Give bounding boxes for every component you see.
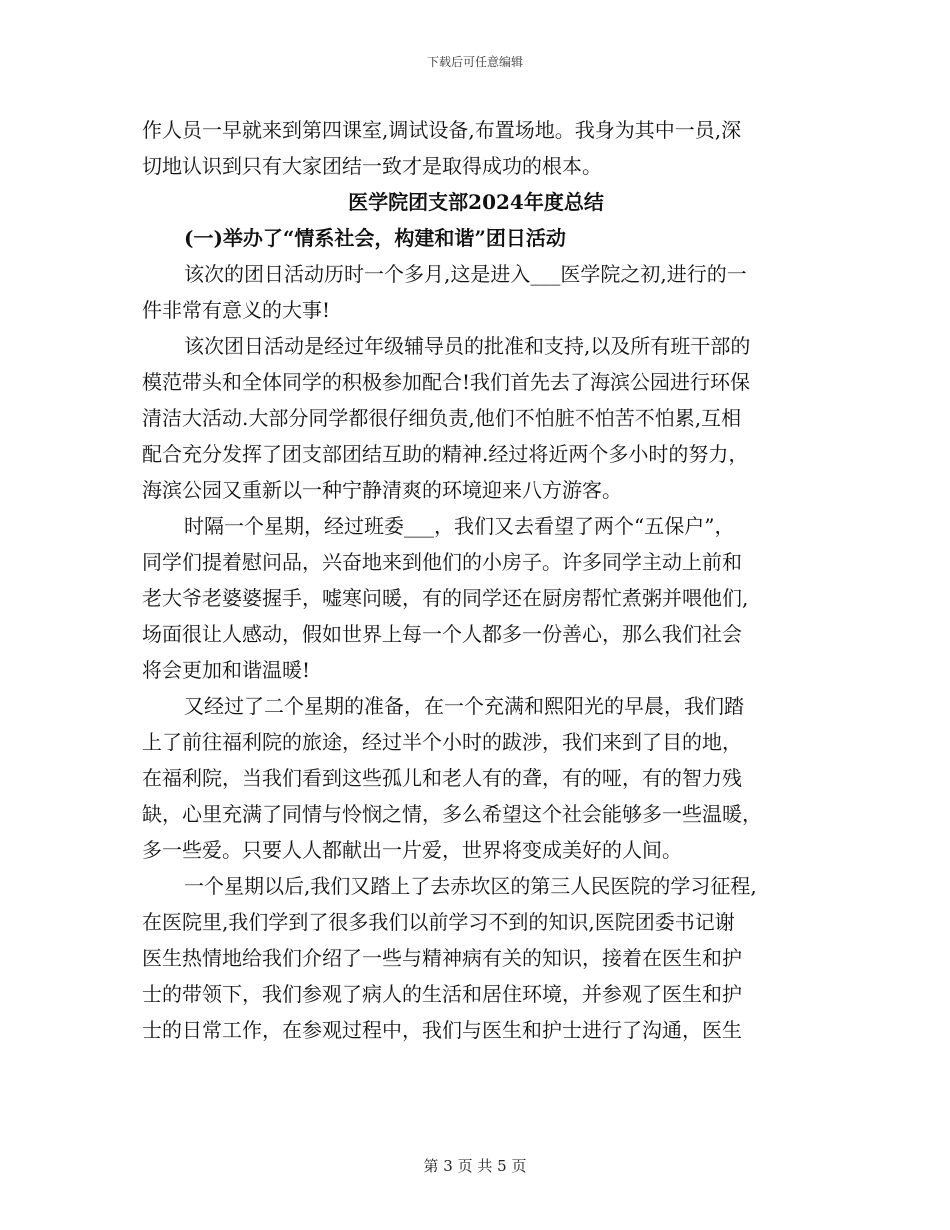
body-line: 作人员一早就来到第四课室,调试设备,布置场地。我身为其中一员,深: [142, 118, 742, 142]
body-line: 士的带领下，我们参观了病人的生活和居住环境，并参观了医生和护: [142, 982, 742, 1006]
body-line: 又经过了二个星期的准备，在一个充满和熙阳光的早晨，我们踏: [184, 694, 744, 718]
body-line: 该次的团日活动历时一个多月,这是进入___医学院之初,进行的一: [184, 262, 747, 286]
body-line: 模范带头和全体同学的积极参加配合!我们首先去了海滨公园进行环保: [142, 370, 751, 394]
body-line: 在医院里,我们学到了很多我们以前学习不到的知识,医院团委书记谢: [142, 910, 735, 934]
body-line: 海滨公园又重新以一种宁静清爽的环境迎来八方游客。: [142, 478, 622, 502]
document-body: [142, 112, 810, 1048]
body-line: 医生热情地给我们介绍了一些与精神病有关的知识，接着在医生和护: [142, 946, 742, 970]
body-line: 时隔一个星期，经过班委___，我们又去看望了两个“五保户”，: [184, 514, 735, 538]
body-line: 缺，心里充满了同情与怜悯之情，多么希望这个社会能够多一些温暖，: [142, 802, 762, 826]
body-line: 同学们提着慰问品，兴奋地来到他们的小房子。许多同学主动上前和: [142, 550, 742, 574]
body-line: 多一些爱。只要人人都献出一片爱，世界将变成美好的人间。: [142, 838, 682, 862]
subsection-heading: (一)举办了“情系社会，构建和谐”团日活动: [184, 226, 566, 250]
body-line: 将会更加和谐温暖!: [142, 658, 311, 682]
header-note: 下载后可任意编辑: [426, 55, 523, 69]
body-line: 清洁大活动.大部分同学都很仔细负责,他们不怕脏不怕苦不怕累,互相: [142, 406, 742, 430]
body-line: 在福利院，当我们看到这些孤儿和老人有的聋，有的哑，有的智力残: [142, 766, 742, 790]
body-line: 上了前往福利院的旅途，经过半个小时的跋涉，我们来到了目的地，: [142, 730, 742, 754]
body-line: 配合充分发挥了团支部团结互助的精神.经过将近两个多小时的努力，: [142, 442, 749, 466]
body-line: 一个星期以后,我们又踏上了去赤坎区的第三人民医院的学习征程,: [184, 874, 757, 898]
body-line: 老大爷老婆婆握手，嘘寒问暖，有的同学还在厨房帮忙煮粥并喂他们,: [142, 586, 749, 610]
body-line: 件非常有意义的大事!: [142, 298, 331, 322]
body-line: 该次团日活动是经过年级辅导员的批准和支持,以及所有班干部的: [184, 334, 751, 358]
page-number: 第 3 页 共 5 页: [423, 1157, 527, 1175]
body-line: 士的日常工作，在参观过程中，我们与医生和护士进行了沟通，医生: [142, 1018, 742, 1042]
body-line: 切地认识到只有大家团结一致才是取得成功的根本。: [142, 154, 602, 178]
body-line: 场面很让人感动，假如世界上每一个人都多一份善心，那么我们社会: [142, 622, 742, 646]
section-title: 医学院团支部2024年度总结: [348, 190, 604, 214]
